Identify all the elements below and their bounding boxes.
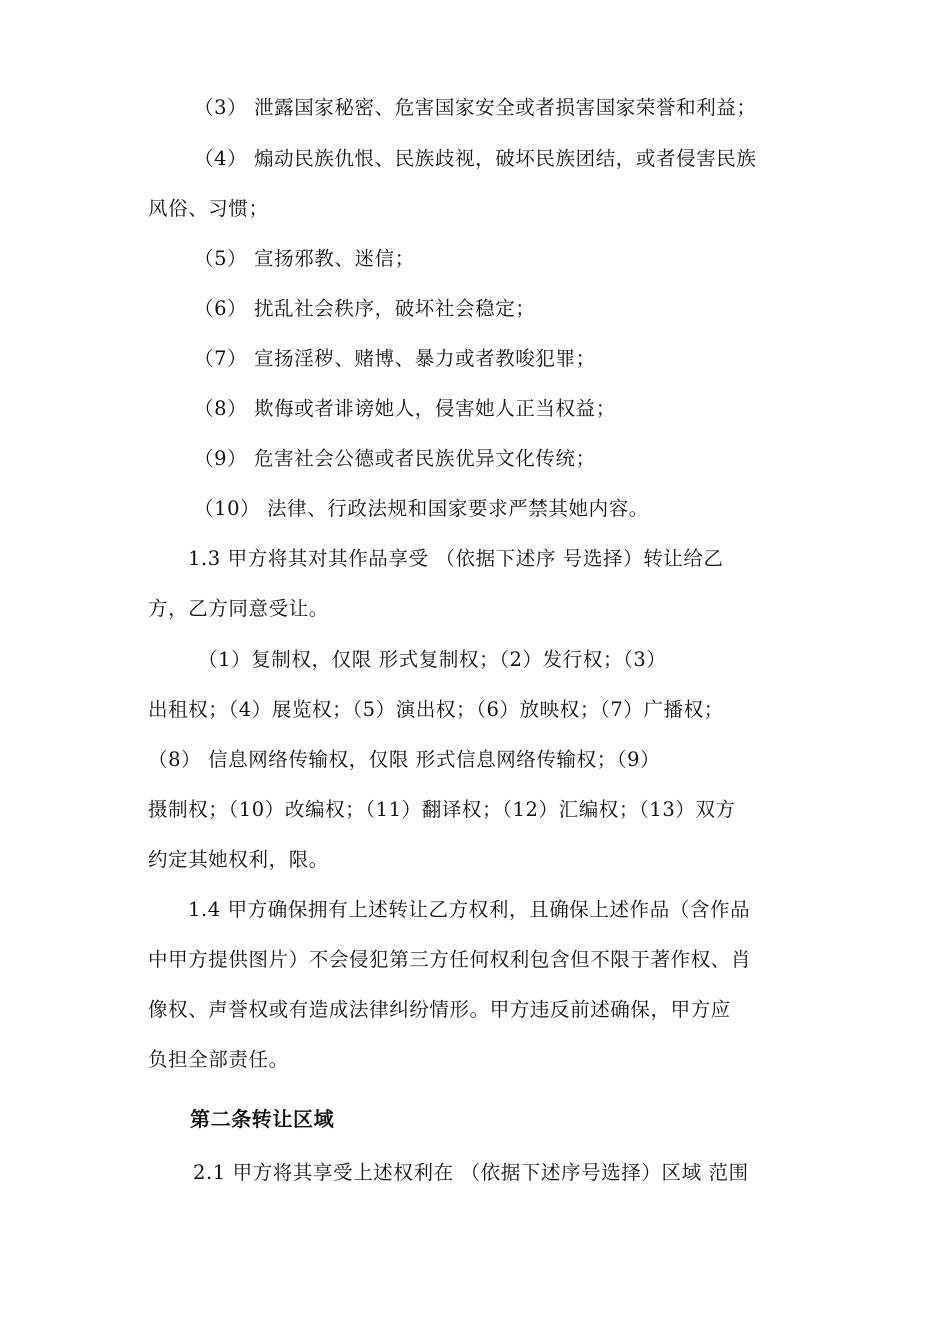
rights-list-line-1: （1）复制权，仅限 形式复制权；（2）发行权；（3）	[198, 648, 667, 671]
clause-item-4: （4） 煽动民族仇恨、民族歧视，破坏民族团结，或者侵害民族	[194, 147, 757, 170]
section-1-3-text: 1.3 甲方将其对其作品享受 （依据下述序 号选择）转让给乙	[188, 547, 724, 570]
rights-list-line-3: （8） 信息网络传输权，仅限 形式信息网络传输权；（9）	[148, 748, 661, 771]
section-1-4-line-3: 像权、声誉权或有造成法律纠纷情形。甲方违反前述确保，甲方应	[148, 998, 731, 1021]
rights-list-line-2: 出租权；（4）展览权；（5）演出权；（6）放映权；（7）广播权；	[148, 698, 724, 721]
clause-item-5: （5） 宣扬邪教、迷信；	[194, 247, 415, 270]
clause-item-7: （7） 宣扬淫秽、赌博、暴力或者教唆犯罪；	[194, 347, 596, 370]
clause-item-6: （6） 扰乱社会秩序，破坏社会稳定；	[194, 297, 536, 320]
clause-item-4-continued: 风俗、习惯；	[148, 197, 269, 220]
article-2-heading: 第二条转让区域	[190, 1107, 335, 1131]
section-1-4-text: 1.4 甲方确保拥有上述转让乙方权利，且确保上述作品（含作品	[188, 898, 751, 921]
clause-item-9: （9） 危害社会公德或者民族优异文化传统；	[194, 447, 596, 470]
rights-list-line-4: 摄制权；（10）改编权；（11）翻译权；（12）汇编权；（13）双方	[148, 798, 736, 821]
clause-item-3: （3） 泄露国家秘密、危害国家安全或者损害国家荣誉和利益；	[194, 96, 757, 119]
clause-item-10: （10） 法律、行政法规和国家要求严禁其她内容。	[194, 497, 649, 520]
section-2-1-text: 2.1 甲方将其享受上述权利在 （依据下述序号选择）区域 范围	[193, 1161, 749, 1184]
section-1-4-line-4: 负担全部责任。	[148, 1048, 289, 1071]
section-1-4-line-2: 中甲方提供图片）不会侵犯第三方任何权利包含但不限于著作权、肖	[148, 948, 752, 971]
clause-item-8: （8） 欺侮或者诽谤她人，侵害她人正当权益；	[194, 397, 616, 420]
section-1-3-continued: 方，乙方同意受让。	[148, 597, 329, 620]
rights-list-line-5: 约定其她权利，限。	[148, 848, 329, 871]
